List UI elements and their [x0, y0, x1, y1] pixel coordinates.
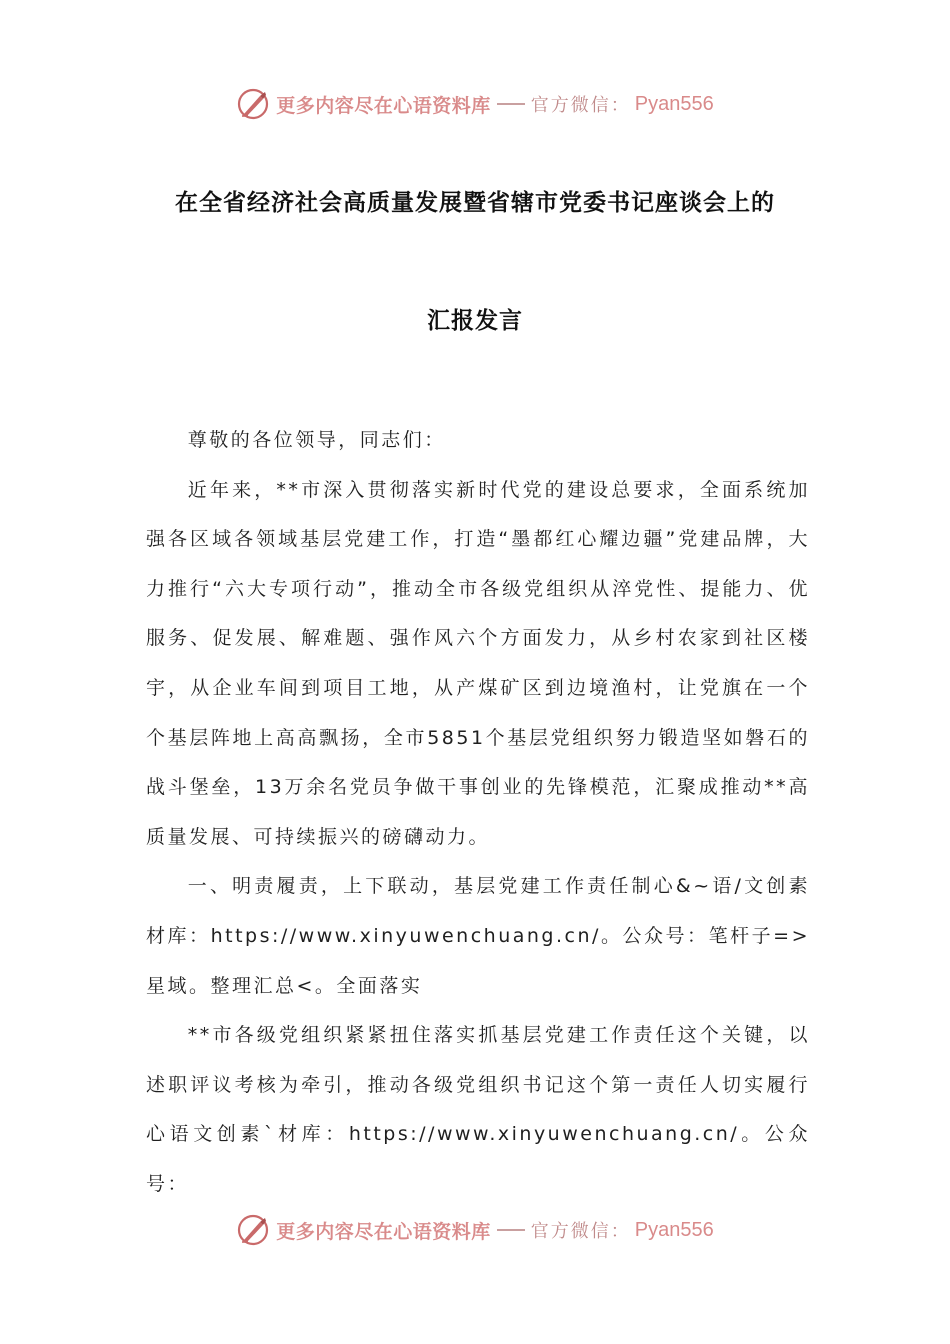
watermark-brand-text: 更多内容尽在心语资料库	[276, 94, 491, 117]
watermark-official-label: 官方微信：	[530, 95, 631, 116]
paragraph-section-1: **市各级党组织紧紧扭住落实抓基层党建工作责任这个关键，以述职评议考核为牵引，推动各级党组织书记这个第一责任人切实履行心语文创素`材库：https://www.xinyuwenchuang.cn/。公众号：	[146, 1024, 810, 1195]
quill-pen-logo-icon	[236, 1213, 270, 1247]
watermark-official-label: 官方微信：	[530, 1221, 631, 1242]
quill-pen-logo-icon	[236, 87, 270, 121]
document-body	[146, 416, 810, 1210]
watermark-banner-top	[0, 84, 950, 124]
paragraph-intro: 近年来，**市深入贯彻落实新时代党的建设总要求，全面系统加强各区域各领域基层党建工作，打造“墨都红心耀边疆”党建品牌，大力推行“六大专项行动”，推动全市各级党组织从淬党性、提能力、优服务、促发展、解难题、强作风六个方面发力，从乡村农家到社区楼宇，从企业车间到项目工地，从产煤矿区到边境渔村，让党旗在一个个基层阵地上高高飘扬，全市5851个基层党组织努力锻造坚如磐石的战斗堡垒，13万余名党员争做干事创业的先锋模范，汇聚成推动**高质量发展、可持续振兴的磅礴动力。	[146, 478, 810, 848]
document-title-line-1: 在全省经济社会高质量发展暨省辖市党委书记座谈会上的	[175, 190, 775, 216]
section-heading-1: 一、明责履责，上下联动，基层党建工作责任制心&~语/文创素材库：https://www.xinyuwenchuang.cn/。公众号：笔杆子=>星域。整理汇总<。全面落实	[146, 875, 810, 997]
watermark-dash	[497, 103, 525, 105]
watermark-dash	[497, 1229, 525, 1231]
watermark-banner-bottom	[0, 1210, 950, 1250]
watermark-brand-text: 更多内容尽在心语资料库	[276, 1220, 491, 1243]
salutation: 尊敬的各位领导，同志们：	[187, 429, 446, 451]
watermark-wechat-id: Pyan556	[634, 92, 714, 115]
watermark-wechat-id: Pyan556	[634, 1218, 714, 1241]
document-title-line-2: 汇报发言	[427, 308, 523, 334]
